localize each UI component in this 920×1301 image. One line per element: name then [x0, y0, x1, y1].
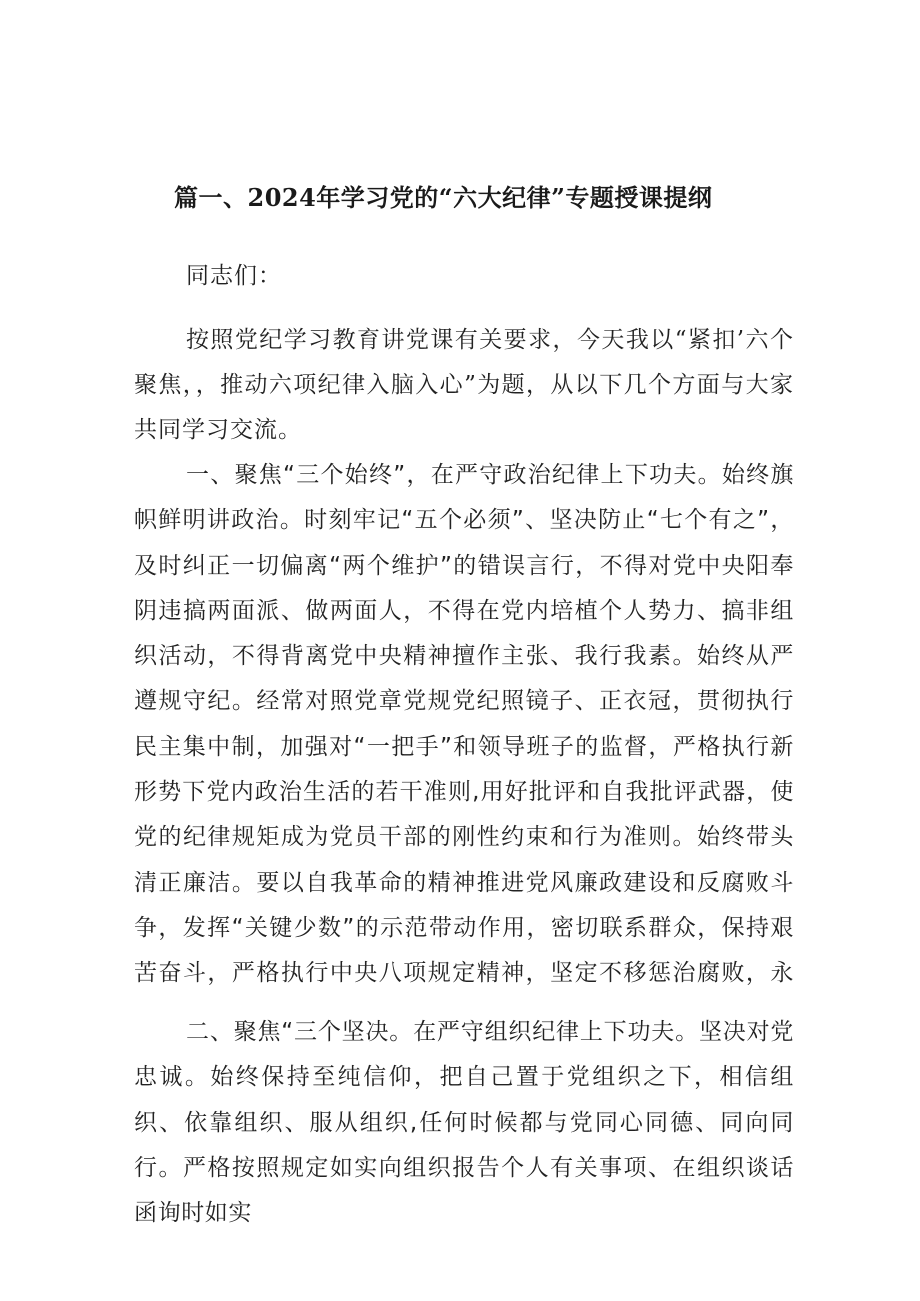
salutation: 同志们：	[186, 263, 282, 289]
paragraph-section-two: 二、聚焦“三个坚决。在严守组织纪律上下功夫。坚决对党忠诚。始终保持至纯信仰，把自己置于党组织之下，相信组织、依靠组织、服从组织,任何时候都与党同心同德、同向同行。严格按照规定如实向组织报告个人有关事项、在组织谈话函询时如实	[134, 1019, 794, 1227]
paragraph-section-one: 一、聚焦“三个始终”，在严守政治纪律上下功夫。始终旗帜鲜明讲政治。时刻牢记“五个必须”、坚决防止“七个有之”，及时纠正一切偏离“两个维护”的错误言行，不得对党中央阳奉阴违搞两面派、做两面人，不得在党内培植个人势力、搞非组织活动，不得背离党中央精神擅作主张、我行我素。始终从严遵规守纪。经常对照党章党规党纪照镜子、正衣冠，贯彻执行民主集中制，加强对“一把手”和领导班子的监督，严格执行新形势下党内政治生活的若干准则,用好批评和自我批评武器，使党的纪律规矩成为党员干部的刚性约束和行为准则。始终带头清正廉洁。要以自我革命的精神推进党风廉政建设和反腐败斗争，发挥“关键少数”的示范带动作用，密切联系群众，保持艰苦奋斗，严格执行中央八项规定精神，坚定不移惩治腐败，永	[134, 462, 794, 987]
paragraph-intro: 按照党纪学习教育讲党课有关要求，今天我以“紧扣’六个聚焦，，推动六项纪律入脑入心”为题，从以下几个方面与大家共同学习交流。	[134, 327, 794, 443]
document-title: 篇一、2024年学习党的“六大纪律”专题授课提纲	[174, 183, 713, 212]
